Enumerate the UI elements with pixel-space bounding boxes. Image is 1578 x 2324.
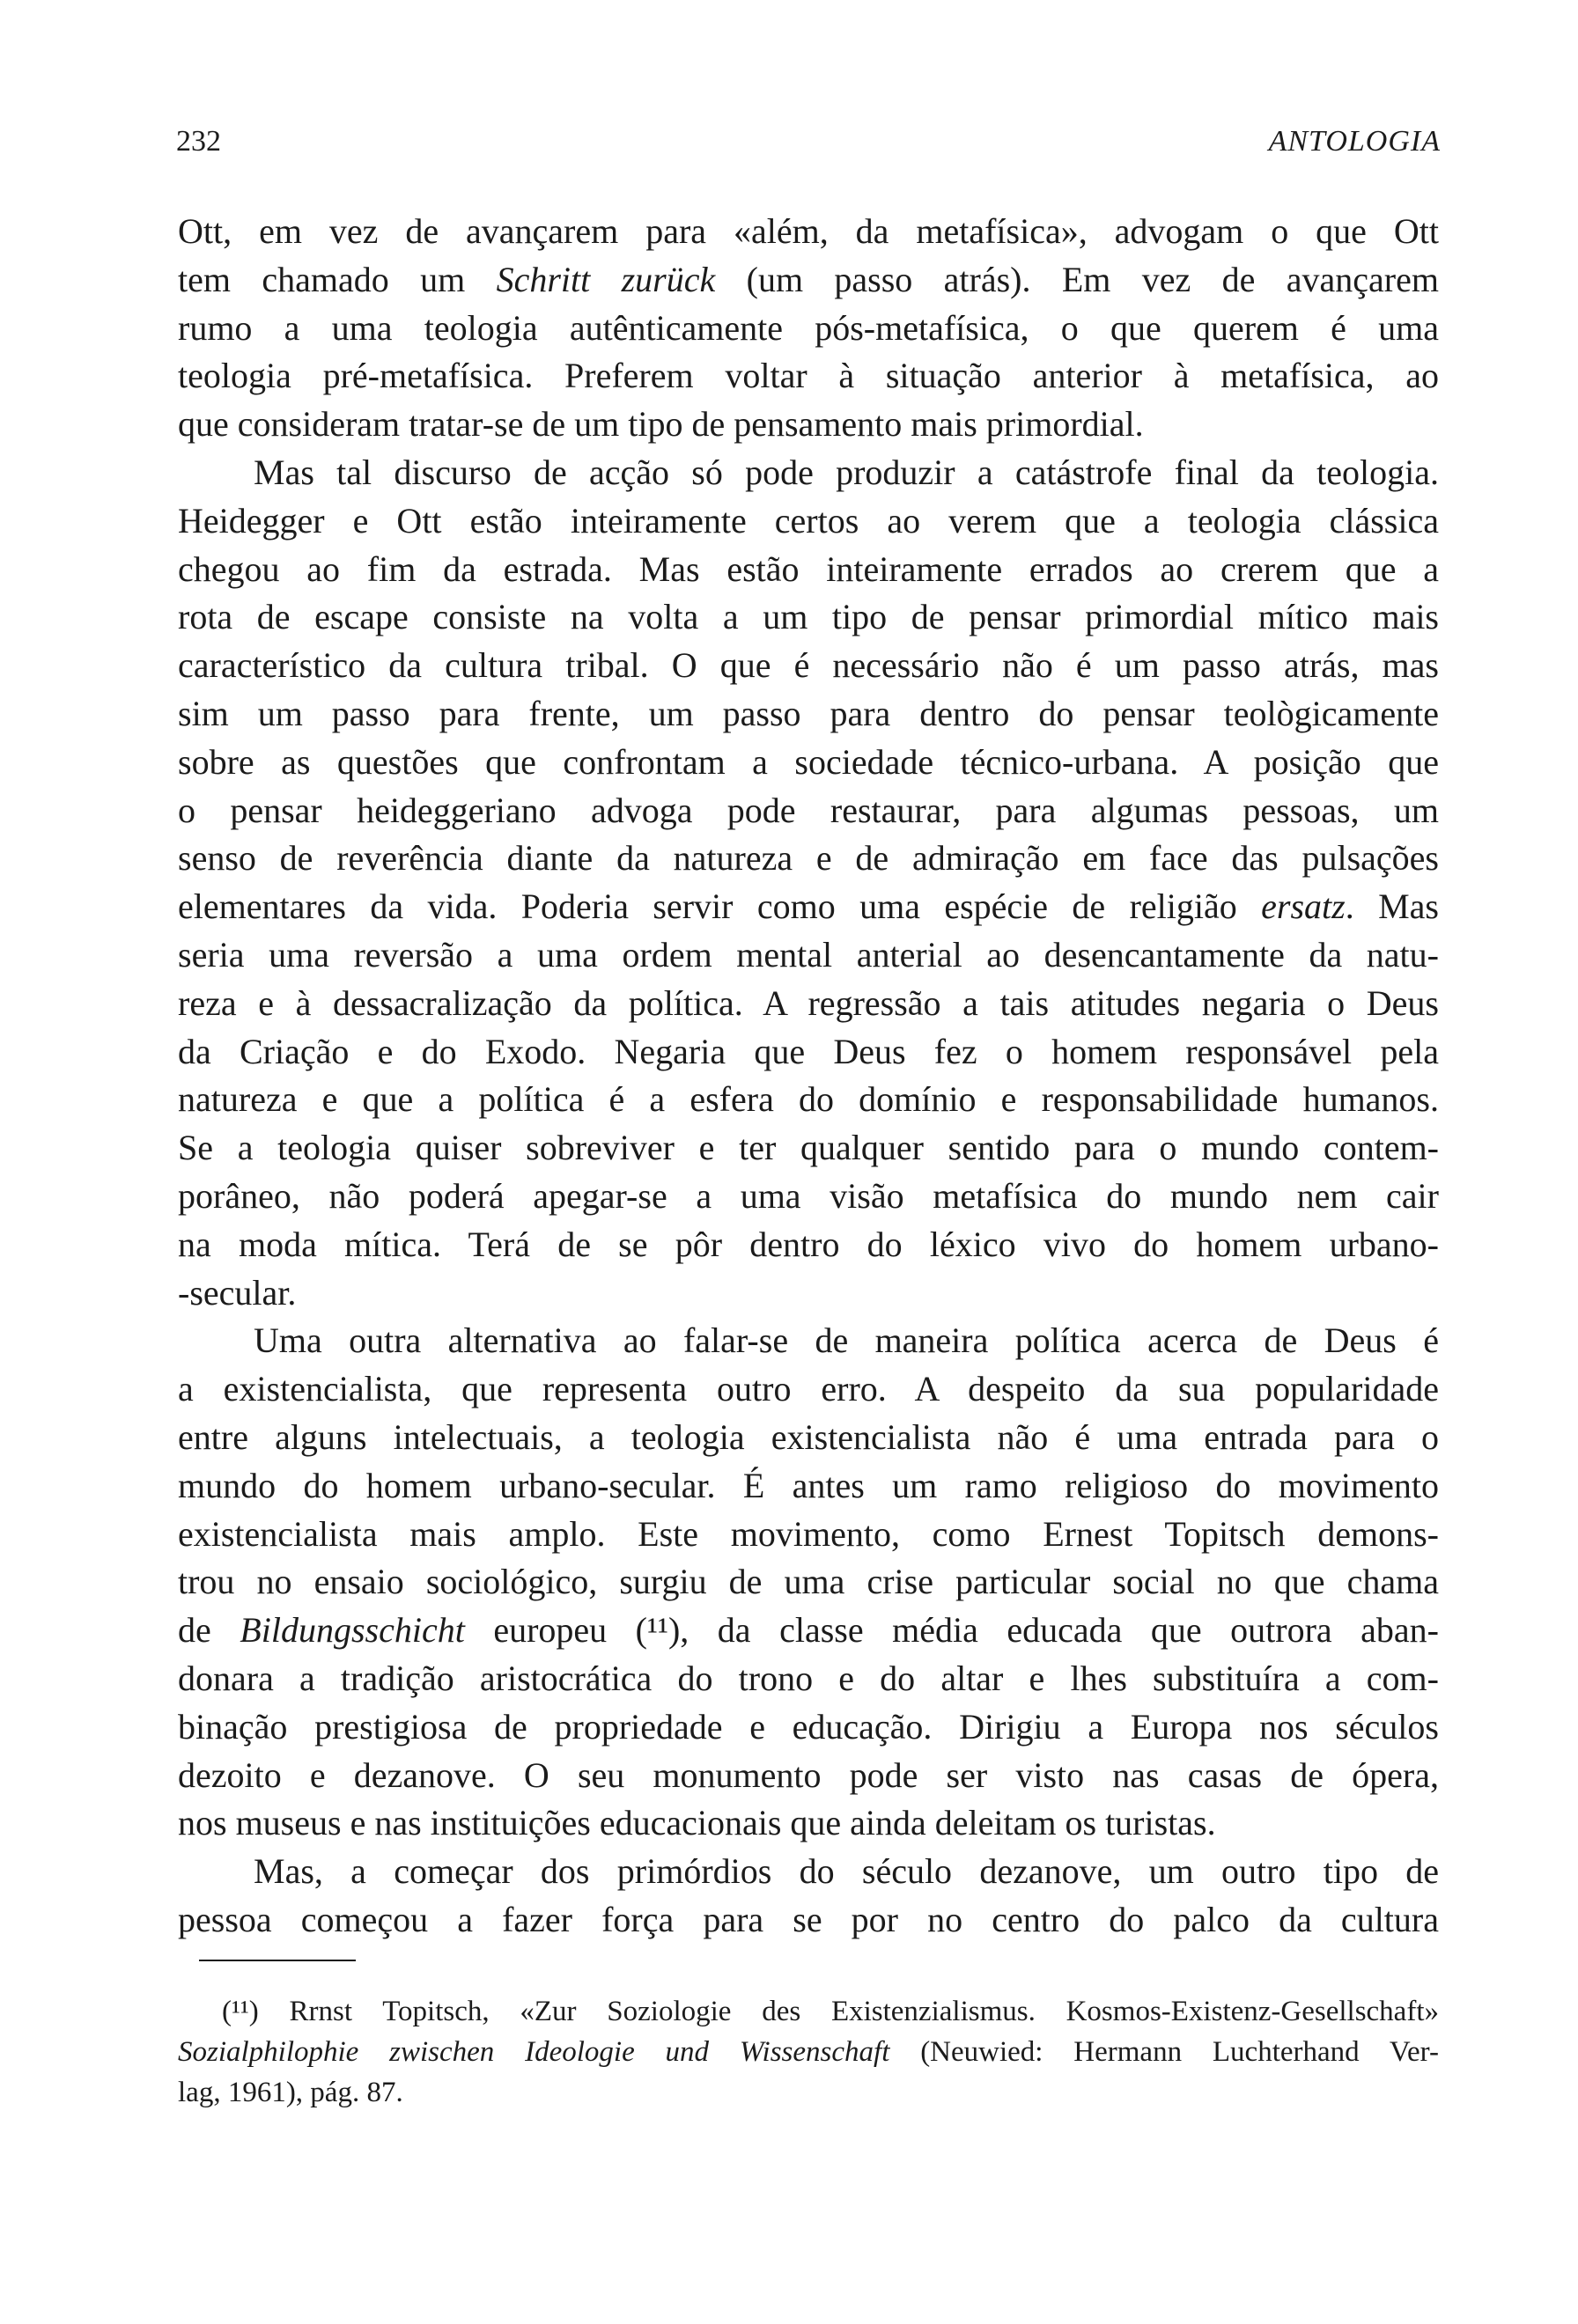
page-number: 232	[176, 125, 221, 158]
body-line: existencialista mais amplo. Este movimento, como Ernest Topitsch demons-	[178, 1513, 1439, 1554]
body-line: entre alguns intelectuais, a teologia existencialista não é uma entrada para o	[178, 1416, 1439, 1457]
body-line: sim um passo para frente, um passo para dentro do pensar teològicamente	[178, 693, 1439, 733]
body-line: trou no ensaio sociológico, surgiu de uma crise particular social no que chama	[178, 1562, 1439, 1602]
body-line: da Criação e do Exodo. Negaria que Deus fez o homem responsável pela	[178, 1031, 1439, 1071]
body-line: na moda mítica. Terá de se pôr dentro do léxico vivo do homem urbano-	[178, 1224, 1439, 1264]
body-line: dezoito e dezanove. O seu monumento pode ser visto nas casas de ópera,	[178, 1754, 1439, 1795]
body-line: Mas, a começar dos primórdios do século dezanove, um outro tipo de	[254, 1851, 1439, 1892]
body-line: tem chamado um Schritt zurück (um passo atrás). Em vez de avançarem	[178, 259, 1439, 299]
footnote-line: Sozialphilophie zwischen Ideologie und Wissenschaft (Neuwied: Hermann Luchterhand Ver-	[178, 2036, 1439, 2068]
body-line: binação prestigiosa de propriedade e educação. Dirigiu a Europa nos séculos	[178, 1706, 1439, 1747]
body-line: senso de reverência diante da natureza e de admiração em face das pulsações	[178, 838, 1439, 879]
body-line: Uma outra alternativa ao falar-se de maneira política acerca de Deus é	[254, 1320, 1439, 1361]
running-head	[176, 125, 1441, 164]
body-line: Ott, em vez de avançarem para «além, da metafísica», advogam o que Ott	[178, 211, 1439, 251]
body-line: seria uma reversão a uma ordem mental anterial ao desencantamente da natu-	[178, 934, 1439, 974]
body-line: rumo a uma teologia autênticamente pós-metafísica, o que querem é uma	[178, 307, 1439, 348]
body-line: natureza e que a política é a esfera do domínio e responsabilidade humanos.	[178, 1079, 1439, 1120]
body-line: nos museus e nas instituições educacionais que ainda deleitam os turistas.	[178, 1803, 1216, 1843]
body-line: Mas tal discurso de acção só pode produzir a catástrofe final da teologia.	[254, 452, 1439, 492]
body-line: chegou ao fim da estrada. Mas estão inteiramente errados ao crerem que a	[178, 548, 1439, 589]
body-text	[178, 208, 1439, 1945]
body-line: de Bildungsschicht europeu (¹¹), da classe média educada que outrora aban-	[178, 1610, 1439, 1651]
footnote-line: (¹¹) Rrnst Topitsch, «Zur Soziologie des Existenzialismus. Kosmos-Existenz-Gesellschaft»	[222, 1996, 1439, 2027]
body-line: a existencialista, que representa outro erro. A despeito da sua popularidade	[178, 1369, 1439, 1409]
body-line: característico da cultura tribal. O que é necessário não é um passo atrás, mas	[178, 645, 1439, 686]
footnote-divider	[199, 1960, 356, 1961]
body-line: reza e à dessacralização da política. A regressão a tais atitudes negaria o Deus	[178, 982, 1439, 1023]
body-line: que consideram tratar-se de um tipo de pensamento mais primordial.	[178, 404, 1144, 445]
body-line: elementares da vida. Poderia servir como uma espécie de religião ersatz. Mas	[178, 886, 1439, 927]
footnote-line: lag, 1961), pág. 87.	[178, 2077, 403, 2108]
body-line: Se a teologia quiser sobreviver e ter qualquer sentido para o mundo contem-	[178, 1128, 1439, 1168]
body-line: donara a tradição aristocrática do trono e do altar e lhes substituíra a com-	[178, 1658, 1439, 1698]
footnotes	[178, 1991, 1439, 2113]
body-line: Heidegger e Ott estão inteiramente certos ao verem que a teologia clássica	[178, 500, 1439, 541]
body-line: mundo do homem urbano-secular. É antes um ramo religioso do movimento	[178, 1465, 1439, 1505]
body-line: rota de escape consiste na volta a um tipo de pensar primordial mítico mais	[178, 597, 1439, 637]
body-line: porâneo, não poderá apegar-se a uma visão metafísica do mundo nem cair	[178, 1175, 1439, 1216]
body-line: sobre as questões que confrontam a sociedade técnico-urbana. A posição que	[178, 741, 1439, 782]
body-line: teologia pré-metafísica. Preferem voltar à situação anterior à metafísica, ao	[178, 356, 1439, 396]
running-title: ANTOLOGIA	[1268, 125, 1441, 158]
body-line: o pensar heideggeriano advoga pode restaurar, para algumas pessoas, um	[178, 790, 1439, 830]
body-line: pessoa começou a fazer força para se por no centro do palco da cultura	[178, 1899, 1439, 1939]
body-line: -secular.	[178, 1272, 297, 1313]
